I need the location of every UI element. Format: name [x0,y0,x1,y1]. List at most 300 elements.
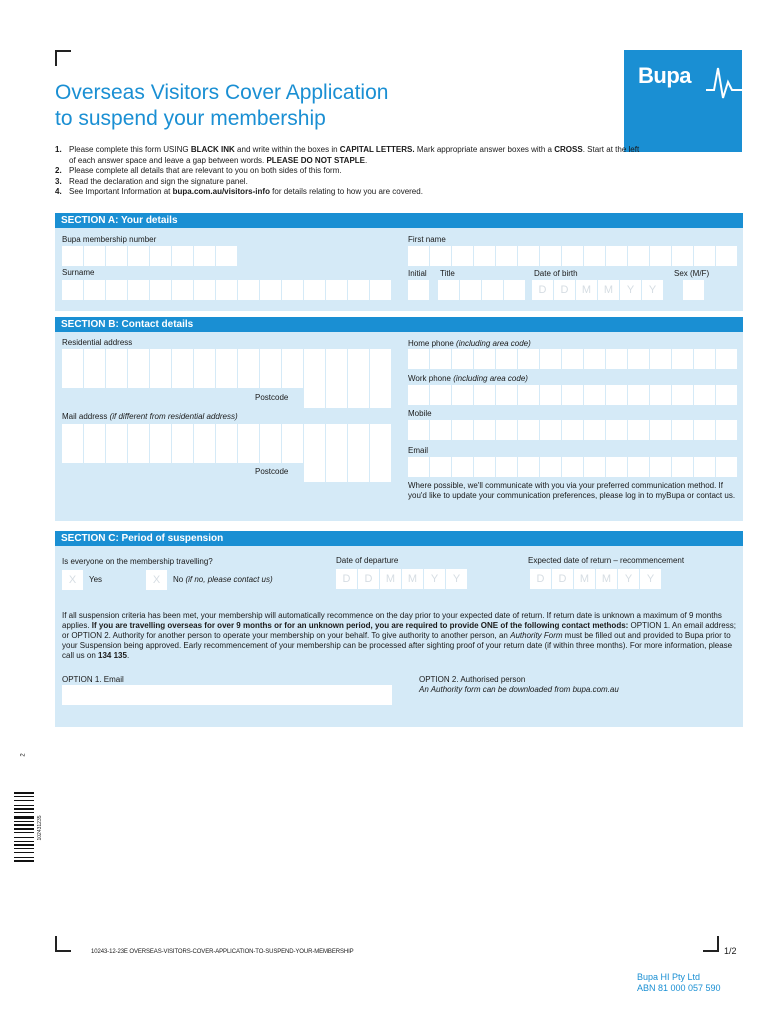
entry-box[interactable]: M [380,569,401,589]
entry-box[interactable] [452,385,473,405]
first-name-boxes[interactable] [408,246,738,266]
entry-box[interactable]: D [358,569,379,589]
entry-box[interactable] [216,443,237,463]
entry-box[interactable] [106,349,127,369]
entry-box[interactable] [408,246,429,266]
no-hint: (if no, please contact us) [185,575,273,584]
entry-box[interactable] [628,457,649,477]
barcode-bar [14,848,34,849]
entry-box[interactable] [430,349,451,369]
entry-box[interactable] [326,462,347,482]
no-checkbox[interactable]: X [146,570,167,590]
entry-box[interactable] [430,385,451,405]
instruction-text-part: See Important Information at [69,187,173,196]
entry-box[interactable] [194,443,215,463]
no-text: No [173,575,184,584]
entry-box[interactable] [304,424,325,444]
option-2-note: An Authority form can be downloaded from bupa.com.au [419,685,619,694]
entry-box[interactable] [84,443,105,463]
barcode-bar [14,800,34,801]
entry-box[interactable] [584,349,605,369]
entry-box[interactable] [172,368,193,388]
entry-box[interactable]: M [574,569,595,589]
entry-box[interactable] [650,457,671,477]
section-c-heading: SECTION C: Period of suspension [55,531,743,546]
entry-box[interactable] [238,368,259,388]
entry-box[interactable] [216,246,237,266]
entry-box[interactable] [438,280,459,300]
entry-box[interactable] [150,368,171,388]
barcode-bar [14,824,34,826]
title-line-1: Overseas Visitors Cover Application [55,81,389,104]
entry-box[interactable] [460,280,481,300]
entry-box[interactable] [128,246,149,266]
logo-text: Bupa [638,63,691,88]
criteria-text-part: 134 135 [98,651,127,660]
entry-box[interactable] [62,280,83,300]
entry-box[interactable] [716,385,737,405]
instruction-text [69,187,423,198]
title-line-2: to suspend your membership [55,107,326,130]
entry-box[interactable] [216,368,237,388]
postcode-2-label: Postcode [255,467,289,476]
entry-box[interactable] [326,388,347,408]
barcode-bar [14,841,34,842]
entry-box[interactable] [128,368,149,388]
entry-box[interactable] [683,280,704,300]
entry-box[interactable] [172,424,193,444]
entry-box[interactable] [540,349,561,369]
barcode-bar [14,792,34,794]
entry-box[interactable] [128,424,149,444]
entry-box[interactable]: Y [620,280,641,300]
section-c [55,531,743,727]
entry-box[interactable] [672,385,693,405]
entry-box[interactable] [584,246,605,266]
entry-box[interactable] [348,424,369,444]
entry-box[interactable] [408,385,429,405]
departure-date-boxes[interactable] [336,569,468,589]
entry-box[interactable] [194,280,215,300]
date-of-birth-label: Date of birth [534,269,578,278]
section-a-heading: SECTION A: Your details [55,213,743,228]
barcode-bar [14,816,34,819]
barcode-bar [14,828,34,830]
option-1-email-input[interactable] [62,685,392,705]
instruction-text-part: and write within the boxes in [234,145,340,154]
entry-box[interactable] [584,457,605,477]
initial-label: Initial [408,269,427,278]
entry-box[interactable] [562,457,583,477]
instruction-text-part: PLEASE DO NOT STAPLE [266,155,365,165]
home-phone-text: Home phone [408,339,454,348]
entry-box[interactable] [348,443,369,463]
bupa-logo [624,50,742,152]
entry-box[interactable] [370,424,391,444]
title-boxes[interactable] [438,280,526,300]
barcode-bar [14,860,34,862]
entry-box[interactable] [62,368,83,388]
instruction-number: 3. [55,176,62,186]
entry-box[interactable] [128,280,149,300]
entry-box[interactable] [348,280,369,300]
entry-box[interactable] [540,385,561,405]
instruction-text [69,177,248,188]
entry-box[interactable] [496,457,517,477]
entry-box[interactable] [216,280,237,300]
entry-box[interactable] [650,385,671,405]
entry-box[interactable] [304,388,325,408]
entry-box[interactable] [408,349,429,369]
entry-box[interactable] [150,246,171,266]
section-b-heading: SECTION B: Contact details [55,317,743,332]
entry-box[interactable] [106,246,127,266]
entry-box[interactable] [628,246,649,266]
entry-box[interactable] [304,280,325,300]
postcode-boxes[interactable] [304,388,392,408]
entry-box[interactable] [694,246,715,266]
entry-box[interactable] [474,420,495,440]
entry-box[interactable] [172,443,193,463]
entry-box[interactable] [150,424,171,444]
entry-box[interactable] [172,349,193,369]
residential-address-row-2[interactable] [62,368,392,388]
entry-box[interactable] [408,280,429,300]
entry-box[interactable] [128,443,149,463]
entry-box[interactable] [628,349,649,369]
entry-box[interactable] [150,443,171,463]
entry-box[interactable] [482,280,503,300]
entry-box[interactable]: M [598,280,619,300]
entry-box[interactable] [518,420,539,440]
work-phone-text: Work phone [408,374,451,383]
entry-box[interactable] [150,280,171,300]
instruction-text-part: BLACK INK [190,145,235,154]
instruction-text-part: Please complete all details that are relevant to you on both sides of this form. [69,166,342,175]
entry-box[interactable] [282,424,303,444]
entry-box[interactable]: Y [642,280,663,300]
entry-box[interactable] [518,385,539,405]
entry-box[interactable] [84,349,105,369]
work-phone-hint: (including area code) [453,374,528,383]
entry-box[interactable] [504,280,525,300]
entry-box[interactable] [128,349,149,369]
entry-box[interactable]: M [596,569,617,589]
criteria-text-part: OPTION 1. An email address; or OPTION 2. Authority for another person to operate your membership on your behalf. To give authority to another person, an [62,621,736,640]
entry-box[interactable] [326,424,347,444]
entry-box[interactable] [260,349,281,369]
entry-box[interactable] [348,462,369,482]
entry-box[interactable] [304,349,325,369]
departure-date-label: Date of departure [336,556,399,565]
entry-box[interactable] [672,457,693,477]
company-name: Bupa HI Pty Ltd [637,972,701,982]
heartbeat-line-icon [706,62,742,102]
title-label: Title [440,269,455,278]
entry-box[interactable] [370,368,391,388]
entry-box[interactable] [672,349,693,369]
barcode-bar [14,857,34,858]
entry-box[interactable] [260,368,281,388]
entry-box[interactable] [496,420,517,440]
instruction-text-part: CAPITAL LETTERS. [339,145,415,154]
entry-box[interactable] [606,349,627,369]
entry-box[interactable] [304,368,325,388]
barcode-bar [14,844,34,846]
entry-box[interactable] [216,424,237,444]
page-number: 1/2 [724,946,737,956]
entry-box[interactable] [370,349,391,369]
crop-mark-bottom-right [703,936,719,952]
entry-box[interactable] [540,420,561,440]
entry-box[interactable] [326,368,347,388]
yes-checkbox[interactable]: X [62,570,83,590]
membership-number-label: Bupa membership number [62,235,157,244]
no-label [173,575,273,585]
entry-box[interactable] [370,443,391,463]
entry-box[interactable] [62,424,83,444]
barcode-bar [14,852,34,853]
entry-box[interactable] [430,457,451,477]
entry-box[interactable]: D [532,280,553,300]
entry-box[interactable] [562,420,583,440]
entry-box[interactable] [606,457,627,477]
instruction-item [55,187,645,198]
email-label: Email [408,446,429,455]
entry-box[interactable] [430,420,451,440]
instruction-text [69,145,645,166]
entry-box[interactable] [238,280,259,300]
entry-box[interactable] [474,457,495,477]
first-name-label: First name [408,235,446,244]
criteria-text-part: If you are travelling overseas for over 9 months or for an unknown period, you are required to provide ONE of the following contact methods: [91,621,629,630]
instruction-number: 2. [55,166,62,175]
entry-box[interactable] [694,420,715,440]
instruction-text-part: Please complete this form USING [69,145,191,154]
entry-box[interactable] [260,280,281,300]
entry-box[interactable] [238,424,259,444]
barcode-bar [14,796,34,797]
entry-box[interactable] [650,246,671,266]
entry-box[interactable] [84,424,105,444]
entry-box[interactable] [606,385,627,405]
postcode-label: Postcode [255,393,289,402]
entry-box[interactable] [194,368,215,388]
entry-box[interactable] [518,457,539,477]
entry-box[interactable] [540,246,561,266]
abn-number: ABN 81 000 057 590 [637,983,721,993]
entry-box[interactable] [584,420,605,440]
mobile-label: Mobile [408,409,432,418]
entry-box[interactable] [84,368,105,388]
entry-box[interactable] [62,443,83,463]
entry-box[interactable]: D [554,280,575,300]
section-b [55,317,743,521]
entry-box[interactable] [716,246,737,266]
entry-box[interactable] [694,385,715,405]
option-2-label: OPTION 2. Authorised person [419,675,526,684]
entry-box[interactable] [106,280,127,300]
entry-box[interactable] [370,280,391,300]
crop-mark-top-left [55,50,71,66]
entry-box[interactable] [584,385,605,405]
travelling-question: Is everyone on the membership travelling? [62,557,213,566]
entry-box[interactable] [106,368,127,388]
entry-box[interactable]: D [530,569,551,589]
email-boxes[interactable] [408,457,738,477]
entry-box[interactable] [84,246,105,266]
entry-box[interactable] [172,246,193,266]
entry-box[interactable] [716,420,737,440]
entry-box[interactable] [150,349,171,369]
entry-box[interactable] [194,349,215,369]
entry-box[interactable] [650,420,671,440]
instruction-text-part: Mark appropriate answer boxes with a [414,145,555,154]
entry-box[interactable] [62,349,83,369]
entry-box[interactable] [260,443,281,463]
entry-box[interactable] [282,280,303,300]
entry-box[interactable] [260,424,281,444]
criteria-text-part: If all suspension criteria has been met, your membership will automatically recommence on the day prior to your expected date of return. If return date is unknown a maximum of 9 months applies. [62,611,722,630]
mail-address-row-1[interactable] [62,424,392,444]
entry-box[interactable] [562,385,583,405]
entry-box[interactable] [326,349,347,369]
mail-address-hint: (if different from residential address) [109,412,238,421]
membership-number-boxes[interactable] [62,246,238,266]
entry-box[interactable] [518,349,539,369]
instruction-number: 1. [55,145,62,154]
entry-box[interactable] [650,349,671,369]
return-date-label: Expected date of return – recommencement [528,556,685,565]
sex-box[interactable] [683,280,705,300]
entry-box[interactable] [452,349,473,369]
return-date-boxes[interactable] [530,569,662,589]
entry-box[interactable]: Y [640,569,661,589]
entry-box[interactable] [370,462,391,482]
entry-box[interactable] [496,246,517,266]
entry-box[interactable]: Y [424,569,445,589]
instruction-text [69,166,342,177]
instruction-text-part: CROSS [554,145,583,154]
instruction-text-part: for details relating to how you are covered. [269,187,423,196]
home-phone-boxes[interactable] [408,349,738,369]
entry-box[interactable]: D [336,569,357,589]
entry-box[interactable] [628,420,649,440]
sex-label: Sex (M/F) [674,269,710,278]
entry-box[interactable] [540,457,561,477]
entry-box[interactable] [474,349,495,369]
entry-box[interactable]: Y [618,569,639,589]
entry-box[interactable] [348,349,369,369]
entry-box[interactable] [408,420,429,440]
entry-box[interactable] [672,420,693,440]
entry-box[interactable] [452,457,473,477]
entry-box[interactable] [326,443,347,463]
entry-box[interactable] [194,246,215,266]
entry-box[interactable] [238,443,259,463]
entry-box[interactable] [304,443,325,463]
entry-box[interactable] [282,368,303,388]
initial-box[interactable] [408,280,430,300]
entry-box[interactable] [282,349,303,369]
instructions-list [55,145,645,198]
entry-box[interactable] [694,349,715,369]
entry-box[interactable] [238,349,259,369]
entry-box[interactable] [62,246,83,266]
entry-box[interactable] [408,457,429,477]
entry-box[interactable] [606,420,627,440]
barcode-bar [14,812,34,813]
entry-box[interactable] [348,368,369,388]
entry-box[interactable] [474,385,495,405]
suspension-criteria-text [62,611,738,661]
entry-box[interactable] [304,462,325,482]
barcode-bar [14,808,34,810]
entry-box[interactable] [84,280,105,300]
entry-box[interactable] [474,246,495,266]
instruction-text-part: . [365,155,368,165]
surname-boxes[interactable] [62,280,392,300]
surname-label: Surname [62,268,95,277]
criteria-text-part: must be filled out and provided to Bupa prior to your Suspension being approved. Early recommencement of your membership can be processed after sighting proof of your return date (if within three months). For more information, please call us on [62,631,733,660]
entry-box[interactable] [716,349,737,369]
entry-box[interactable] [518,246,539,266]
entry-box[interactable] [694,457,715,477]
barcode-bar [14,832,34,833]
entry-box[interactable]: M [402,569,423,589]
date-of-birth-boxes[interactable] [532,280,664,300]
entry-box[interactable] [452,420,473,440]
postcode-2-boxes[interactable] [304,462,392,482]
work-phone-boxes[interactable] [408,385,738,405]
barcode-bar [14,837,34,838]
form-code: 10243-12-23E OVERSEAS-VISITORS-COVER-APPLICATION-TO-SUSPEND-YOUR-MEMBERSHIP [91,949,354,955]
entry-box[interactable] [172,280,193,300]
entry-box[interactable] [672,246,693,266]
entry-box[interactable] [716,457,737,477]
instruction-text-part: Read the declaration and sign the signature panel. [69,176,248,186]
entry-box[interactable] [562,246,583,266]
entry-box[interactable] [194,424,215,444]
entry-box[interactable] [370,388,391,408]
entry-box[interactable] [348,388,369,408]
entry-box[interactable]: D [552,569,573,589]
entry-box[interactable]: Y [446,569,467,589]
entry-box[interactable] [452,246,473,266]
entry-box[interactable] [282,443,303,463]
entry-box[interactable]: M [576,280,597,300]
entry-box[interactable] [628,385,649,405]
entry-box[interactable] [496,385,517,405]
entry-box[interactable] [496,349,517,369]
instruction-text-part: bupa.com.au/visitors-info [172,187,270,196]
home-phone-label [408,339,531,349]
entry-box[interactable] [562,349,583,369]
instruction-item [55,177,645,188]
instruction-item [55,166,645,177]
residential-address-label: Residential address [62,338,133,347]
entry-box[interactable] [326,280,347,300]
mail-address-row-2[interactable] [62,443,392,463]
entry-box[interactable] [430,246,451,266]
entry-box[interactable] [106,443,127,463]
instruction-item [55,145,645,166]
entry-box[interactable] [106,424,127,444]
entry-box[interactable] [606,246,627,266]
mobile-boxes[interactable] [408,420,738,440]
entry-box[interactable] [216,349,237,369]
residential-address-row-1[interactable] [62,349,392,369]
